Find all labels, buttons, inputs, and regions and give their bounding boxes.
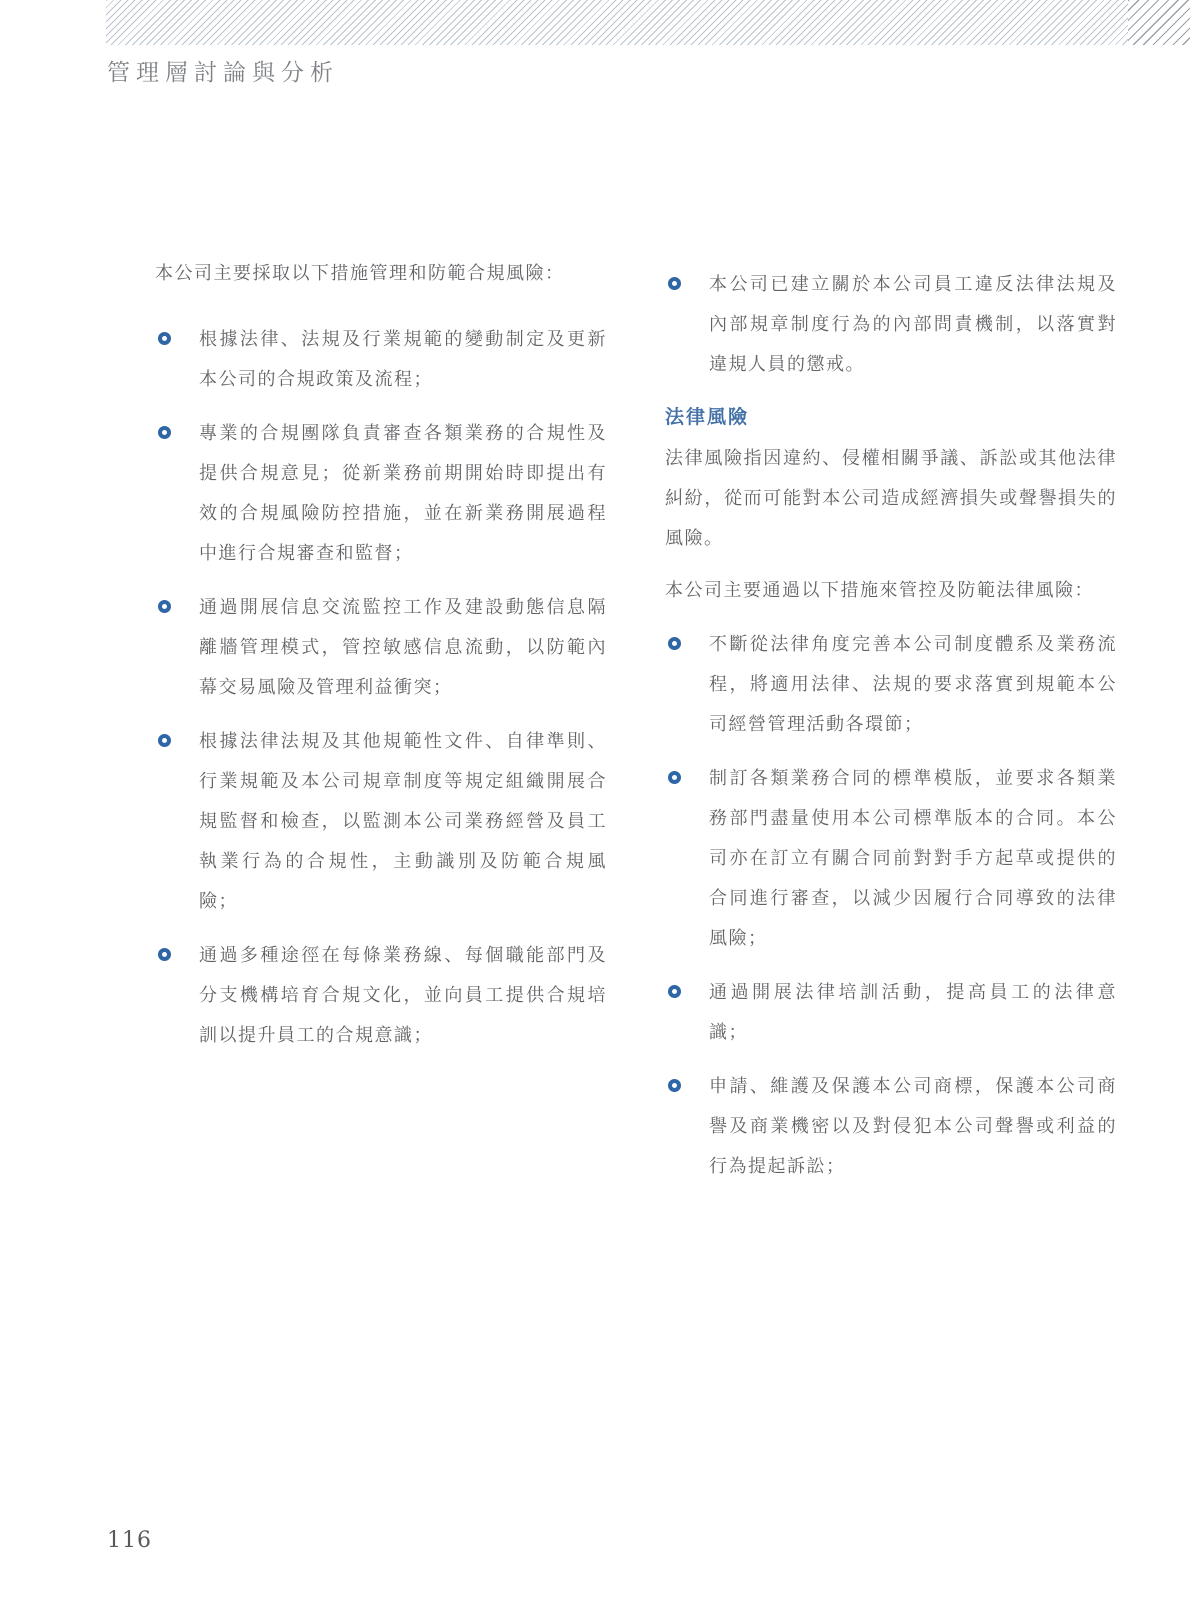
bullet-icon bbox=[668, 637, 681, 650]
page-title: 管理層討論與分析 bbox=[107, 60, 339, 86]
list-item-text: 通過開展信息交流監控工作及建設動態信息隔離牆管理模式，管控敏感信息流動，以防範內幕交易風險及管理利益衝突； bbox=[199, 597, 607, 697]
list-item bbox=[665, 972, 1117, 1052]
list-item-text: 制訂各類業務合同的標準模版，並要求各類業務部門盡量使用本公司標準版本的合同。本公司亦在訂立有關合同前對對手方起草或提供的合同進行審查，以減少因履行合同導致的法律風險； bbox=[709, 768, 1117, 948]
bullet-icon bbox=[668, 277, 681, 290]
bullet-icon bbox=[668, 985, 681, 998]
bullet-icon bbox=[158, 734, 171, 747]
lead-paragraph: 本公司主要採取以下措施管理和防範合規風險： bbox=[155, 263, 565, 283]
bullet-icon bbox=[668, 1079, 681, 1092]
bullet-icon bbox=[158, 426, 171, 439]
list-item-text: 根據法律、法規及行業規範的變動制定及更新本公司的合規政策及流程； bbox=[199, 329, 607, 389]
list-item bbox=[155, 587, 607, 707]
list-item-text: 通過開展法律培訓活動，提高員工的法律意識； bbox=[709, 982, 1117, 1042]
right-column bbox=[665, 264, 1117, 1200]
list-item-text: 不斷從法律角度完善本公司制度體系及業務流程，將適用法律、法規的要求落實到規範本公司經營管理活動各環節； bbox=[709, 634, 1117, 734]
section-description: 法律風險指因違約、侵權相關爭議、訴訟或其他法律糾紛，從而可能對本公司造成經濟損失或聲譽損失的風險。 bbox=[665, 448, 1117, 548]
list-item-text: 申請、維護及保護本公司商標，保護本公司商譽及商業機密以及對侵犯本公司聲譽或利益的行為提起訴訟； bbox=[709, 1076, 1117, 1176]
list-item-text: 通過多種途徑在每條業務線、每個職能部門及分支機構培育合規文化，並向員工提供合規培訓以提升員工的合規意識； bbox=[199, 945, 607, 1045]
list-item bbox=[665, 264, 1117, 384]
list-item-text: 根據法律法規及其他規範性文件、自律準則、行業規範及本公司規章制度等規定組織開展合規監督和檢查，以監測本公司業務經營及員工執業行為的合規性，主動識別及防範合規風險； bbox=[199, 731, 607, 911]
list-item bbox=[155, 413, 607, 573]
section-heading-legal-risk: 法律風險 bbox=[665, 407, 750, 428]
list-item bbox=[665, 758, 1117, 958]
bullet-icon bbox=[668, 771, 681, 784]
list-item bbox=[155, 935, 607, 1055]
list-item bbox=[155, 721, 607, 921]
left-column bbox=[155, 253, 607, 1069]
list-item bbox=[665, 624, 1117, 744]
list-item bbox=[155, 319, 607, 399]
list-item-text: 本公司已建立關於本公司員工違反法律法規及內部規章制度行為的內部問責機制，以落實對違規人員的懲戒。 bbox=[709, 274, 1117, 374]
bullet-icon bbox=[158, 600, 171, 613]
decorative-hatch-band bbox=[106, 0, 1190, 45]
list-item-text: 專業的合規團隊負責審查各類業務的合規性及提供合規意見；從新業務前期開始時即提出有效的合規風險防控措施，並在新業務開展過程中進行合規審查和監督； bbox=[199, 423, 607, 563]
lead-paragraph: 本公司主要通過以下措施來管控及防範法律風險： bbox=[665, 580, 1094, 600]
bullet-icon bbox=[158, 948, 171, 961]
decorative-hatch-accent bbox=[1128, 0, 1190, 45]
list-item bbox=[665, 1066, 1117, 1186]
page-number: 116 bbox=[107, 1528, 152, 1553]
bullet-icon bbox=[158, 332, 171, 345]
